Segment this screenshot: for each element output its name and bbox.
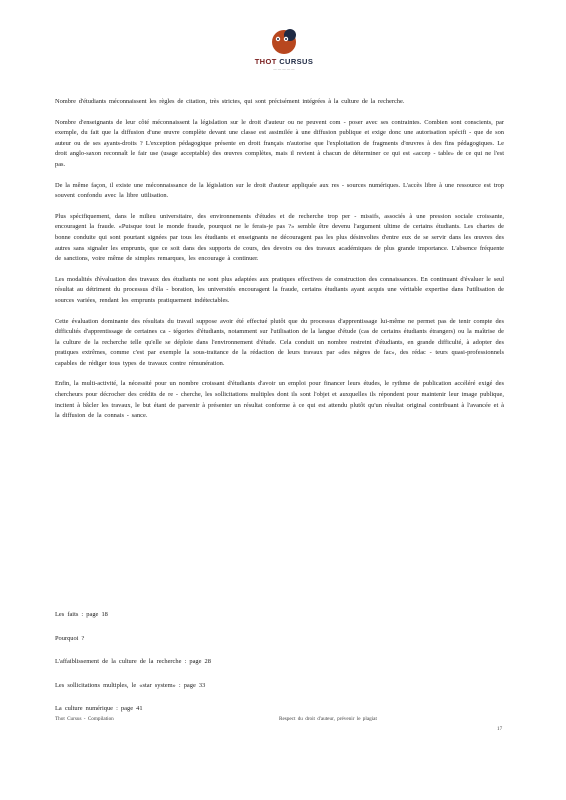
footer-publication: Thot Cursus - Compilation xyxy=(55,716,114,722)
toc-item[interactable]: Pourquoi ? xyxy=(55,634,85,642)
footer-title: Respect du droit d'auteur, prévenir le plagiat xyxy=(279,716,377,722)
table-of-contents xyxy=(55,610,355,728)
page-number: 17 xyxy=(497,726,503,732)
paragraph: Nombre d'enseignants de leur côté méconnaissent la législation sur le droit d'auteur ou ne peuvent com - poser avec ses contraintes. Combien sont conscients, par exemple, du fait que la diffusion d'une œuvre complète devant une classe est assimilée à une diffusion publique et exige donc une autorisation spécifi - que de son auteur ou de ses ayants-droits ? L'exception pédagogique présente en droit français n'autorise que l'exploitation de fragments d'œuvres à des fins pédagogiques. Le droit anglo-saxon reconnaît le fair use (usage acceptable) des œuvres complètes, mais il revient à chacun de déterminer ce qui est «accep - table» de ce qui ne l'est pas. xyxy=(55,118,504,168)
paragraph: De la même façon, il existe une méconnaissance de la législation sur le droit d'auteur appliquée aux res - sources numériques. L'accès libre à une ressource est trop souvent confondu avec la libre utilisation. xyxy=(55,181,504,200)
paragraph: Nombre d'étudiants méconnaissent les règles de citation, très strictes, qui sont précisément intégrées à la culture de la recherche. xyxy=(55,98,405,105)
paragraph: Cette évaluation dominante des résultats du travail suppose avoir été effectué plutôt que du processus d'apprentissage lui-même ne permet pas de tenir compte des difficultés d'apprentissage de certaines ca - tégories d'étudiants, notamment sur l'utilisation de la langue d'étude (cas de certains étudiants étrangers) ou la maîtrise de la culture de la recherche telle qu'elle se déploie dans l'environnement d'étude. Cela conduit un nombre restreint d'étudiants, en grande difficulté, à adopter des pratiques extrêmes, comme c'est par exemple la sous-traitance de la rédaction de leurs travaux par «des nègres de fac», des rédac - teurs quasi-professionnels capables de rédiger tous types de travaux contre rémunération. xyxy=(55,317,504,367)
logo-wordmark xyxy=(248,57,320,66)
logo-name-thot: THOT xyxy=(254,57,277,66)
toc-item[interactable]: L'affaiblissement de la culture de la recherche : page 28 xyxy=(55,658,211,665)
toc-item[interactable]: La culture numérique : page 41 xyxy=(55,705,143,712)
thot-cursus-logo xyxy=(248,26,320,76)
page-footer xyxy=(55,714,510,724)
logo-name-cursus: CURSUS xyxy=(279,57,314,66)
toc-item[interactable]: Les sollicitations multiples, le «star system» : page 33 xyxy=(55,681,206,689)
toc-item[interactable]: Les faits : page 18 xyxy=(55,611,108,618)
paragraph: Enfin, la multi-activité, la nécessité pour un nombre croissant d'étudiants d'avoir un emploi pour financer leurs études, le rythme de publication accéléré exigé des chercheurs pour décrocher des crédits de re - cherche, les sollicitations multiples dont ils sont l'objet et auxquelles ils répondent pour maintenir leur image publique, incitent à bâcler les travaux, le but étant de parvenir à présenter un résultat conforme à ce qui est attendu plutôt qu'un résultat original contribuant à l'avancée et à la diffusion de la connais - sance. xyxy=(55,380,504,420)
paragraph: Plus spécifiquement, dans le milieu universitaire, des environnements d'études et de recherche trop per - missifs, associés à une pression sociale croissante, encouragent la fraude. «Puisque tout le monde fraude, pourquoi ne le ferais-je pas ?» semble être devenu l'argument ultime de certains étudiants. Les chartes de bonne conduite qui sont pourtant signées par tous les étudiants et enseignants ne découragent pas les plus désinvoltes d'entre eux de se servir dans les œuvres des autres sans signaler les emprunts, que ce soit dans des supports de cours, des devoirs ou des travaux académiques de plus grande importance. L'absence fréquente de sanctions, voire même de simples remarques, les encourage à continuer. xyxy=(55,212,504,263)
body-text xyxy=(55,97,504,432)
logo-tagline: — — — — — xyxy=(273,67,295,71)
paragraph: Les modalités d'évaluation des travaux des étudiants ne sont plus adaptées aux pratiques effectives de construction des connaissances. En continuant d'évaluer le seul résultat au détriment du processus d'éla - boration, les universités encouragent la fraude, certains étudiants ayant acquis une véritable expertise dans l'utilisation de sources variées, rendant les emprunts pratiquement indétectables. xyxy=(55,275,504,304)
owl-logo-icon xyxy=(267,26,301,56)
